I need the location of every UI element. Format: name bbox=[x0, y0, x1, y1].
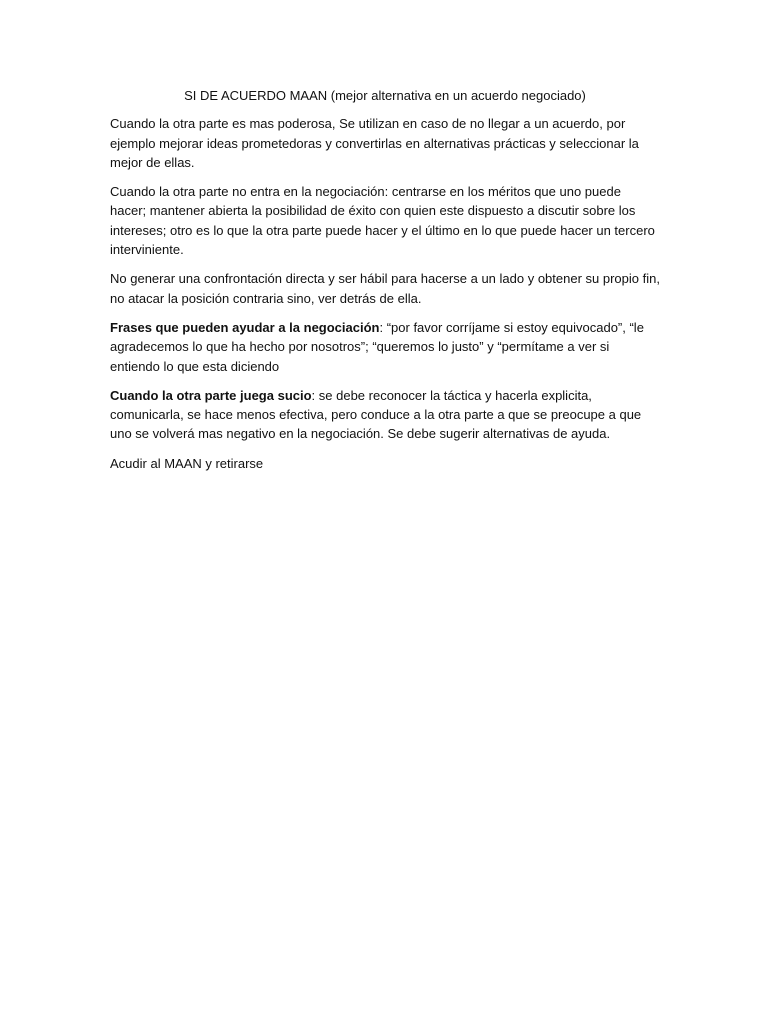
paragraph-dirty-play bbox=[110, 386, 660, 444]
paragraph-helpful-phrases bbox=[110, 318, 660, 376]
paragraph-text: Acudir al MAAN y retirarse bbox=[110, 455, 264, 471]
paragraph-text: : se debe reconocer la táctica y hacerla explicita, comunicarla, se hace menos efectiva, pero conduce a la otra parte a que se preocupe a que uno se volverá mas negativo en la negociación. Se debe sugerir alternativas de ayuda. bbox=[110, 387, 642, 442]
paragraph-text: : “por favor corríjame si estoy equivocado”, “le agradecemos lo que ha hecho por nosotros”; “queremos lo justo” y “permítame a ver si entiendo lo que esta diciendo bbox=[110, 319, 644, 374]
paragraph-heading: Cuando la otra parte juega sucio bbox=[110, 387, 312, 403]
paragraph-no-confrontation bbox=[110, 269, 660, 308]
paragraph-withdraw bbox=[110, 454, 660, 473]
paragraph-powerful-party bbox=[110, 114, 660, 172]
paragraph-no-negotiation bbox=[110, 182, 660, 259]
paragraph-heading: Frases que pueden ayudar a la negociación bbox=[110, 319, 380, 335]
paragraph-text: Cuando la otra parte es mas poderosa, Se utilizan en caso de no llegar a un acuerdo, por ejemplo mejorar ideas prometedoras y convertirlas en alternativas prácticas y seleccionar la mejor de ellas. bbox=[110, 116, 639, 170]
document-title: SI DE ACUERDO MAAN (mejor alternativa en un acuerdo negociado) bbox=[184, 88, 586, 103]
paragraph-text: Cuando la otra parte no entra en la negociación: centrarse en los méritos que uno puede hacer; mantener abierta la posibilidad de éxito con quien este dispuesto a discutir sobre los intereses; otro es lo que la otra parte puede hacer y el último en lo que puede hacer un tercero interviniente. bbox=[110, 184, 655, 258]
paragraph-text: No generar una confrontación directa y ser hábil para hacerse a un lado y obtener su propio fin, no atacar la posición contraria sino, ver detrás de ella. bbox=[110, 271, 660, 306]
